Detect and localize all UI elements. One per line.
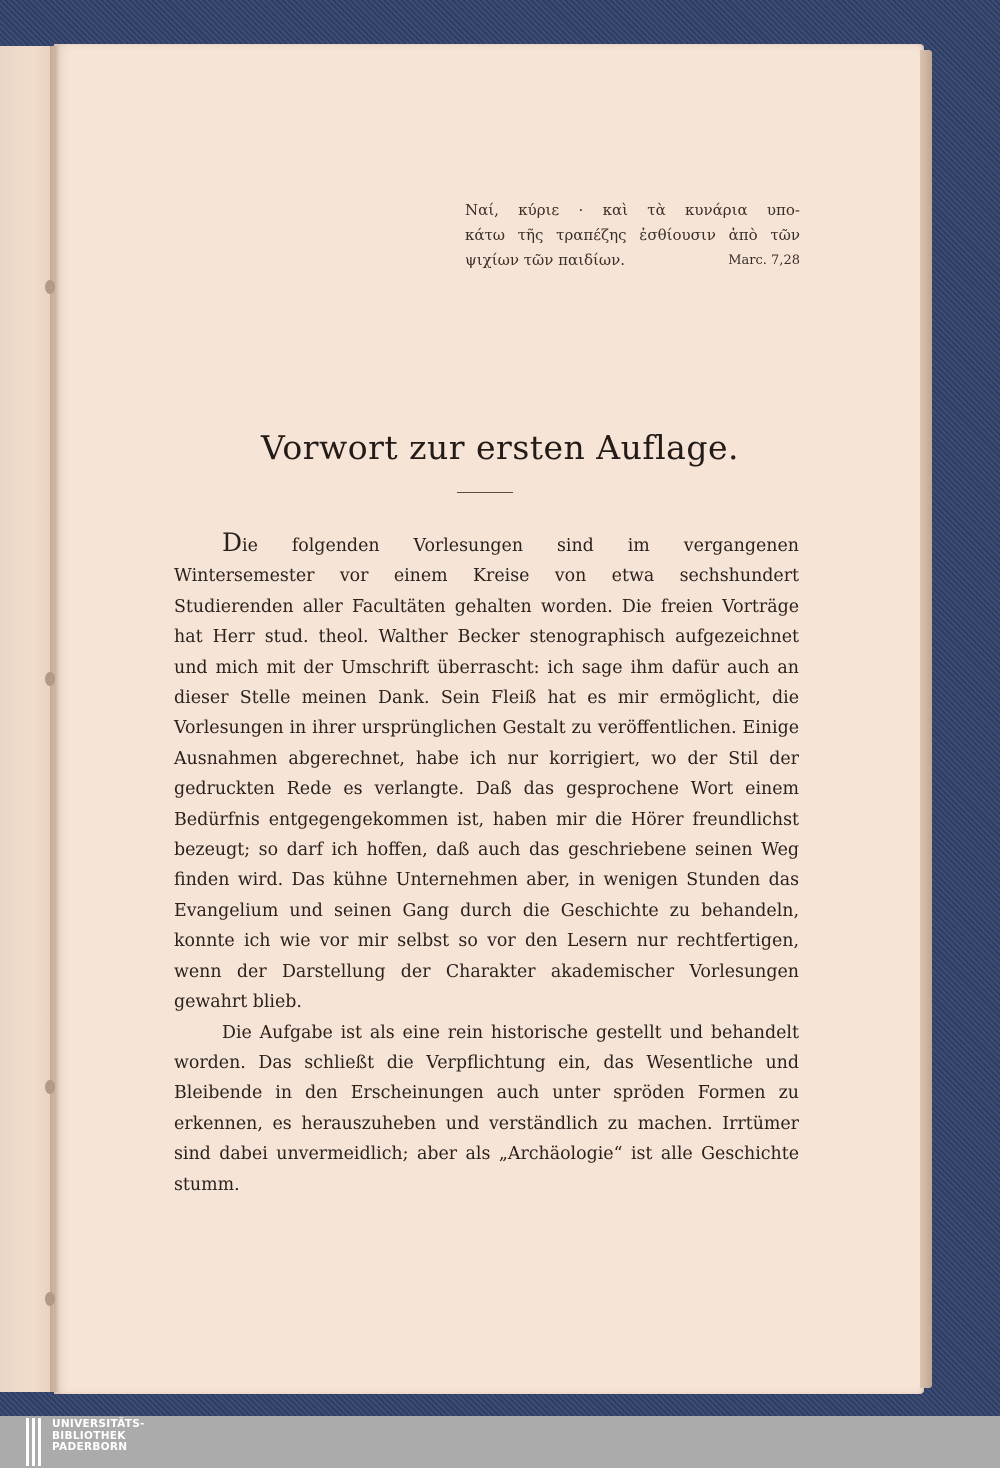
left-page xyxy=(0,46,55,1392)
page-title: Vorwort zur ersten Auflage. xyxy=(261,428,739,467)
page-edge xyxy=(920,50,932,1388)
epigraph-reference: Marc. 7,28 xyxy=(728,253,800,268)
preface-body xyxy=(174,528,799,1200)
binding-stitch xyxy=(45,280,55,294)
epigraph-line: κάτω τῆς τραπέζης ἐσθίουσιν ἀπὸ τῶν xyxy=(465,226,800,244)
library-logo-icon xyxy=(26,1418,42,1466)
initial-letter: D xyxy=(222,528,243,557)
epigraph xyxy=(465,198,800,273)
paragraph xyxy=(174,528,799,1018)
epigraph-line: ψιχίων τῶν παιδίων. xyxy=(465,251,626,269)
title-divider xyxy=(457,492,513,493)
spine-shadow xyxy=(50,46,60,1392)
binding-stitch xyxy=(45,1292,55,1306)
paragraph-text: Die Aufgabe ist als eine rein historische gestellt und behandelt worden. Das schließt die Verpflichtung ein, das Wesentliche und Bleibende in den Erscheinungen auch unter spröden Formen zu erkennen, es herauszuheben und verständlich zu machen. Irrtümer sind dabei unvermeidlich; aber als „Archäologie“ ist alle Geschichte stumm. xyxy=(174,1022,799,1195)
logo-line: PADERBORN xyxy=(52,1441,128,1453)
binding-stitch xyxy=(45,672,55,686)
library-logo-text xyxy=(52,1419,145,1454)
epigraph-line: Ναί, κύριε · καὶ τὰ κυνάρια υπο- xyxy=(465,201,800,219)
epigraph-line xyxy=(465,248,800,273)
footer-bar xyxy=(0,1416,1000,1468)
paragraph xyxy=(174,1018,799,1200)
logo-line: UNIVERSITÄTS- xyxy=(52,1418,145,1430)
binding-stitch xyxy=(45,1080,55,1094)
logo-line: BIBLIOTHEK xyxy=(52,1429,126,1442)
paragraph-text: ie folgenden Vorlesungen sind im vergangenen Wintersemester vor einem Kreise von etwa sechshundert Studierenden aller Facultäten gehalten worden. Die freien Vorträge hat Herr stud. theol. Walther Becker stenographisch aufgezeichnet und mich mit der Umschrift überrascht: ich sage ihm dafür auch an dieser Stelle meinen Dank. Sein Fleiß hat es mir ermöglicht, die Vorlesungen in ihrer ursprünglichen Gestalt zu veröffentlichen. Einige Ausnahmen abgerechnet, habe ich nur korrigiert, wo der Stil der gedruckten Rede es verlangte. Daß das gesprochene Wort einem Bedürfnis entgegengekommen ist, haben mir die Hörer freundlichst bezeugt; so darf ich hoffen, daß auch das geschriebene seinen Weg finden wird. Das kühne Unternehmen aber, in wenigen Stunden das Evangelium und seinen Gang durch die Geschichte zu behandeln, konnte ich wie vor mir selbst so vor den Lesern nur rechtfertigen, wenn der Darstellung der Charakter akademischer Vorlesungen gewahrt blieb. xyxy=(174,536,799,1013)
